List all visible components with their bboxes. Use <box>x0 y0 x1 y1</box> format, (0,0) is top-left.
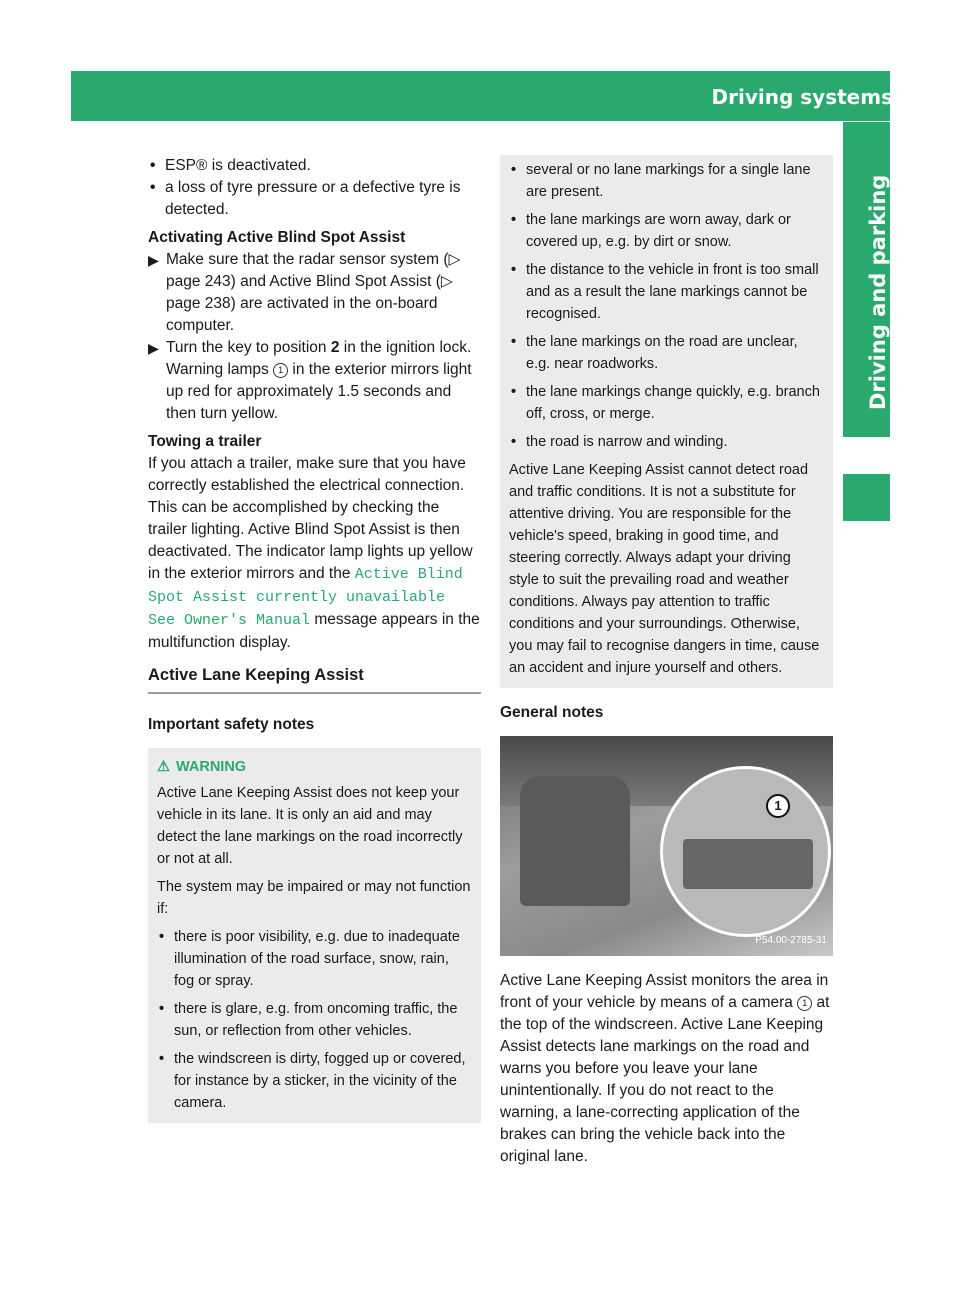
display-message: Active Blind Spot Assist currently unavailable See Owner's Manual <box>148 566 463 629</box>
list-item: • ESP® is deactivated. <box>150 157 311 174</box>
page-header <box>71 71 945 121</box>
right-column <box>500 155 833 1168</box>
list-item: • the lane markings change quickly, e.g. branch off, cross, or merge. <box>511 384 820 422</box>
body-paragraph: Active Lane Keeping Assist monitors the area in front of your vehicle by means of a camera 1 at the top of the windscreen. Active Lane Keeping Assist detects lane markings on the road and warns you before you leave your lane unintentionally. If you do not react to the warning, a lane-correcting application of the brakes can bring the vehicle back into the original lane. <box>500 972 830 1165</box>
magnified-detail <box>660 766 831 937</box>
warning-box-continued <box>500 155 833 688</box>
towing-paragraph: If you attach a trailer, make sure that you have correctly established the electrical connection. This can be accomplished by checking the trailer lighting. Active Blind Spot Assist is then deactivated. The indicator lamp lights up yellow in the exterior mirrors and the Active Blind Spot Assist currently unavailable See Owner's Manual message appears in the multifunction display. <box>148 455 480 651</box>
heading-safety: Important safety notes <box>148 716 315 733</box>
warning-text: Active Lane Keeping Assist cannot detect road and traffic conditions. It is not a substitute for attentive driving. You are responsible for the vehicle's speed, braking in good time, and steering correctly. Always adapt your driving style to suit the prevailing road and weather conditions. Always pay attention to traffic conditions and your surroundings. Otherwise, you may fail to recognise dangers in time, cause an accident and injure yourself and others. <box>509 462 820 676</box>
warning-text: Active Lane Keeping Assist does not keep your vehicle in its lane. It is only an aid and may detect the lane markings on the road incorrectly or not at all. <box>157 785 463 867</box>
side-tab-marker <box>843 474 890 521</box>
warning-icon: ⚠ <box>157 759 170 775</box>
list-item: • the lane markings on the road are unclear, e.g. near roadworks. <box>511 334 798 372</box>
chapter-title: Driving systems <box>711 85 893 109</box>
warning-title: ⚠ WARNING <box>157 759 247 775</box>
callout-marker: 1 <box>797 996 812 1011</box>
side-tab <box>843 122 890 437</box>
warning-box <box>148 748 481 1123</box>
header-separator <box>902 77 905 121</box>
list-item: • the windscreen is dirty, fogged up or covered, for instance by a sticker, in the vicinity of the camera. <box>159 1051 466 1111</box>
heading-towing: Towing a trailer <box>148 433 262 450</box>
heading-general: General notes <box>500 704 604 721</box>
step-item: ▶ Turn the key to position 2 in the ignition lock. Warning lamps 1 in the exterior mirrors light up red for approximately 1.5 seconds and then turn yellow. <box>148 339 472 422</box>
section-heading: Active Lane Keeping Assist <box>148 664 481 694</box>
image-code: P54.00-2785-31 <box>755 935 827 946</box>
warning-text: The system may be impaired or may not function if: <box>157 879 471 917</box>
list-item: • the road is narrow and winding. <box>511 434 728 450</box>
side-tab-label: Driving and parking <box>866 174 890 410</box>
list-item: • several or no lane markings for a single lane are present. <box>511 162 811 200</box>
list-item: • there is poor visibility, e.g. due to inadequate illumination of the road surface, snow, rain, fog or spray. <box>159 929 460 989</box>
callout-marker: 1 <box>273 363 288 378</box>
camera-photo <box>500 736 833 956</box>
list-item: • the lane markings are worn away, dark or covered up, e.g. by dirt or snow. <box>511 212 791 250</box>
heading-activating: Activating Active Blind Spot Assist <box>148 229 406 246</box>
callout-marker: 1 <box>766 794 790 818</box>
step-item: ▶ Make sure that the radar sensor system (▷ page 243) and Active Blind Spot Assist (▷ page 238) are activated in the on-board computer. <box>148 251 461 334</box>
list-item: • a loss of tyre pressure or a defective tyre is detected. <box>150 179 461 218</box>
left-column <box>148 155 481 1123</box>
page-number: 215 <box>911 88 945 107</box>
list-item: • the distance to the vehicle in front is too small and as a result the lane markings cannot be recognised. <box>511 262 819 322</box>
list-item: • there is glare, e.g. from oncoming traffic, the sun, or reflection from other vehicles. <box>159 1001 458 1039</box>
